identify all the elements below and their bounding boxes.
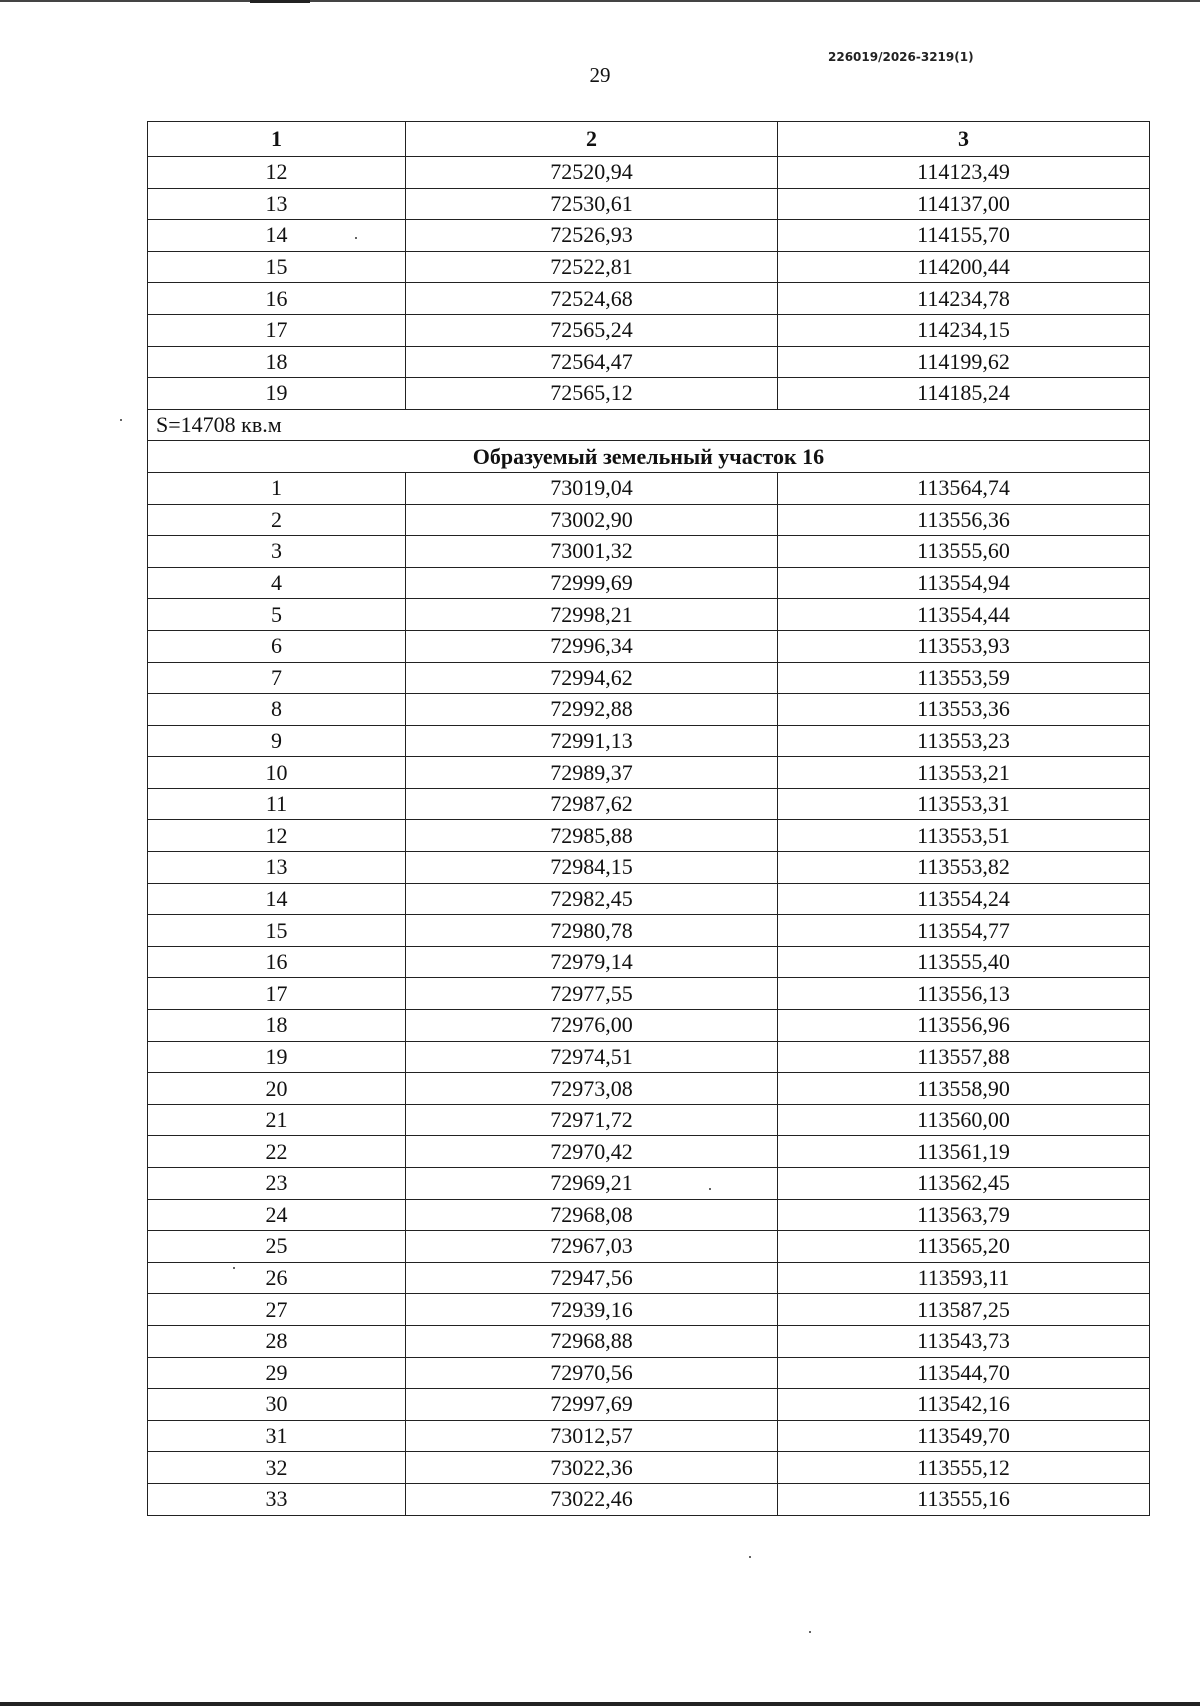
x-coordinate-cell: 72969,21 [406,1168,778,1200]
x-coordinate-cell: 72976,00 [406,1010,778,1042]
x-coordinate-cell: 72985,88 [406,820,778,852]
x-coordinate-cell: 72565,24 [406,314,778,346]
point-number-cell: 23 [148,1168,406,1200]
y-coordinate-cell: 113556,13 [778,978,1150,1010]
point-number-cell: 1 [148,472,406,504]
x-coordinate-cell: 73012,57 [406,1420,778,1452]
point-number-cell: 19 [148,1041,406,1073]
area-label: S=14708 кв.м [148,409,1150,441]
table-row [148,1104,1150,1136]
table-row [148,1452,1150,1484]
y-coordinate-cell: 114137,00 [778,188,1150,220]
x-coordinate-cell: 72526,93 [406,220,778,252]
point-number-cell: 18 [148,1010,406,1042]
point-number-cell: 28 [148,1325,406,1357]
point-number-cell: 2 [148,504,406,536]
page-number: 29 [589,63,611,87]
header-row [148,122,1150,157]
point-number-cell: 15 [148,915,406,947]
point-number-cell: 17 [148,978,406,1010]
point-number-cell: 31 [148,1420,406,1452]
table-row [148,283,1150,315]
point-number-cell: 29 [148,1357,406,1389]
x-coordinate-cell: 72997,69 [406,1389,778,1421]
table-row [148,1262,1150,1294]
scan-speck [233,1267,235,1269]
x-coordinate-cell: 72968,08 [406,1199,778,1231]
x-coordinate-cell: 72970,42 [406,1136,778,1168]
point-number-cell: 5 [148,599,406,631]
y-coordinate-cell: 114234,78 [778,283,1150,315]
x-coordinate-cell: 72524,68 [406,283,778,315]
y-coordinate-cell: 113558,90 [778,1073,1150,1105]
point-number-cell: 12 [148,820,406,852]
point-number-cell: 11 [148,788,406,820]
y-coordinate-cell: 113553,31 [778,788,1150,820]
x-coordinate-cell: 72977,55 [406,978,778,1010]
x-coordinate-cell: 72565,12 [406,378,778,410]
point-number-cell: 26 [148,1262,406,1294]
table-row [148,536,1150,568]
table-row [148,472,1150,504]
table-body-part2 [148,472,1150,1515]
point-number-cell: 16 [148,283,406,315]
table-row [148,1199,1150,1231]
y-coordinate-cell: 113557,88 [778,1041,1150,1073]
y-coordinate-cell: 113564,74 [778,472,1150,504]
point-number-cell: 33 [148,1483,406,1515]
table-row [148,1073,1150,1105]
x-coordinate-cell: 72989,37 [406,757,778,789]
y-coordinate-cell: 114200,44 [778,251,1150,283]
x-coordinate-cell: 72998,21 [406,599,778,631]
y-coordinate-cell: 113553,59 [778,662,1150,694]
point-number-cell: 25 [148,1231,406,1263]
scan-speck [709,1188,711,1190]
y-coordinate-cell: 113555,60 [778,536,1150,568]
table-row [148,1357,1150,1389]
point-number-cell: 18 [148,346,406,378]
table-row [148,694,1150,726]
x-coordinate-cell: 72979,14 [406,946,778,978]
y-coordinate-cell: 113544,70 [778,1357,1150,1389]
table-row [148,1389,1150,1421]
y-coordinate-cell: 113556,36 [778,504,1150,536]
x-coordinate-cell: 72939,16 [406,1294,778,1326]
y-coordinate-cell: 114185,24 [778,378,1150,410]
x-coordinate-cell: 72520,94 [406,157,778,189]
table-row [148,504,1150,536]
table-row [148,188,1150,220]
y-coordinate-cell: 113555,16 [778,1483,1150,1515]
x-coordinate-cell: 72996,34 [406,630,778,662]
table-row [148,378,1150,410]
x-coordinate-cell: 72970,56 [406,1357,778,1389]
table-row [148,883,1150,915]
point-number-cell: 16 [148,946,406,978]
scan-speck [809,1631,811,1633]
table-row [148,946,1150,978]
table-row [148,567,1150,599]
point-number-cell: 7 [148,662,406,694]
y-coordinate-cell: 113563,79 [778,1199,1150,1231]
y-coordinate-cell: 113554,77 [778,915,1150,947]
x-coordinate-cell: 72967,03 [406,1231,778,1263]
column-header-2: 2 [406,122,778,157]
x-coordinate-cell: 72992,88 [406,694,778,726]
table-row [148,1294,1150,1326]
x-coordinate-cell: 72991,13 [406,725,778,757]
point-number-cell: 30 [148,1389,406,1421]
x-coordinate-cell: 73001,32 [406,536,778,568]
y-coordinate-cell: 113561,19 [778,1136,1150,1168]
column-header-3: 3 [778,122,1150,157]
y-coordinate-cell: 113553,82 [778,852,1150,884]
point-number-cell: 14 [148,883,406,915]
table-section-break [148,409,1150,472]
table-row [148,1041,1150,1073]
x-coordinate-cell: 72994,62 [406,662,778,694]
x-coordinate-cell: 73002,90 [406,504,778,536]
table-body-part1 [148,157,1150,410]
y-coordinate-cell: 114155,70 [778,220,1150,252]
table-row [148,1325,1150,1357]
y-coordinate-cell: 113565,20 [778,1231,1150,1263]
point-number-cell: 27 [148,1294,406,1326]
point-number-cell: 4 [148,567,406,599]
point-number-cell: 13 [148,852,406,884]
scan-speck [355,237,357,239]
scan-speck [120,419,122,421]
x-coordinate-cell: 72987,62 [406,788,778,820]
y-coordinate-cell: 113553,23 [778,725,1150,757]
x-coordinate-cell: 72530,61 [406,188,778,220]
table-row [148,1010,1150,1042]
table-row [148,725,1150,757]
table-row [148,915,1150,947]
table-row [148,346,1150,378]
table-row [148,852,1150,884]
area-row [148,409,1150,441]
y-coordinate-cell: 113543,73 [778,1325,1150,1357]
top-scan-edge [0,0,1200,2]
y-coordinate-cell: 113553,93 [778,630,1150,662]
table-row [148,978,1150,1010]
point-number-cell: 3 [148,536,406,568]
document-id: 226019/2026-3219(1) [828,50,974,64]
y-coordinate-cell: 113587,25 [778,1294,1150,1326]
x-coordinate-cell: 73019,04 [406,472,778,504]
y-coordinate-cell: 113554,44 [778,599,1150,631]
point-number-cell: 21 [148,1104,406,1136]
point-number-cell: 12 [148,157,406,189]
x-coordinate-cell: 72999,69 [406,567,778,599]
section-title: Образуемый земельный участок 16 [148,441,1150,473]
x-coordinate-cell: 72973,08 [406,1073,778,1105]
table-row [148,1136,1150,1168]
table-row [148,157,1150,189]
y-coordinate-cell: 114199,62 [778,346,1150,378]
table-row [148,220,1150,252]
x-coordinate-cell: 72971,72 [406,1104,778,1136]
point-number-cell: 24 [148,1199,406,1231]
y-coordinate-cell: 113554,94 [778,567,1150,599]
column-header-1: 1 [148,122,406,157]
point-number-cell: 10 [148,757,406,789]
y-coordinate-cell: 113542,16 [778,1389,1150,1421]
x-coordinate-cell: 73022,36 [406,1452,778,1484]
y-coordinate-cell: 113553,51 [778,820,1150,852]
table-row [148,314,1150,346]
x-coordinate-cell: 72982,45 [406,883,778,915]
table-header [148,122,1150,157]
point-number-cell: 6 [148,630,406,662]
y-coordinate-cell: 113593,11 [778,1262,1150,1294]
point-number-cell: 19 [148,378,406,410]
x-coordinate-cell: 72564,47 [406,346,778,378]
y-coordinate-cell: 113562,45 [778,1168,1150,1200]
table-row [148,757,1150,789]
y-coordinate-cell: 113560,00 [778,1104,1150,1136]
table-row [148,788,1150,820]
point-number-cell: 32 [148,1452,406,1484]
y-coordinate-cell: 113555,12 [778,1452,1150,1484]
table-row [148,820,1150,852]
x-coordinate-cell: 72980,78 [406,915,778,947]
point-number-cell: 14 [148,220,406,252]
y-coordinate-cell: 114123,49 [778,157,1150,189]
point-number-cell: 9 [148,725,406,757]
bottom-scan-edge [0,1702,1200,1706]
table-row [148,1420,1150,1452]
x-coordinate-cell: 72947,56 [406,1262,778,1294]
point-number-cell: 20 [148,1073,406,1105]
point-number-cell: 22 [148,1136,406,1168]
y-coordinate-cell: 113549,70 [778,1420,1150,1452]
x-coordinate-cell: 72968,88 [406,1325,778,1357]
coordinates-table [147,121,1150,1516]
x-coordinate-cell: 72984,15 [406,852,778,884]
x-coordinate-cell: 72522,81 [406,251,778,283]
y-coordinate-cell: 113555,40 [778,946,1150,978]
table-row [148,1168,1150,1200]
y-coordinate-cell: 113554,24 [778,883,1150,915]
y-coordinate-cell: 113553,36 [778,694,1150,726]
table-row [148,1231,1150,1263]
point-number-cell: 17 [148,314,406,346]
y-coordinate-cell: 113553,21 [778,757,1150,789]
table-row [148,599,1150,631]
table-row [148,1483,1150,1515]
table-row [148,662,1150,694]
point-number-cell: 8 [148,694,406,726]
table-row [148,630,1150,662]
scan-speck [749,1556,751,1558]
table-row [148,251,1150,283]
y-coordinate-cell: 114234,15 [778,314,1150,346]
section-title-row [148,441,1150,473]
point-number-cell: 13 [148,188,406,220]
x-coordinate-cell: 72974,51 [406,1041,778,1073]
y-coordinate-cell: 113556,96 [778,1010,1150,1042]
top-scan-mark [250,0,310,3]
point-number-cell: 15 [148,251,406,283]
x-coordinate-cell: 73022,46 [406,1483,778,1515]
